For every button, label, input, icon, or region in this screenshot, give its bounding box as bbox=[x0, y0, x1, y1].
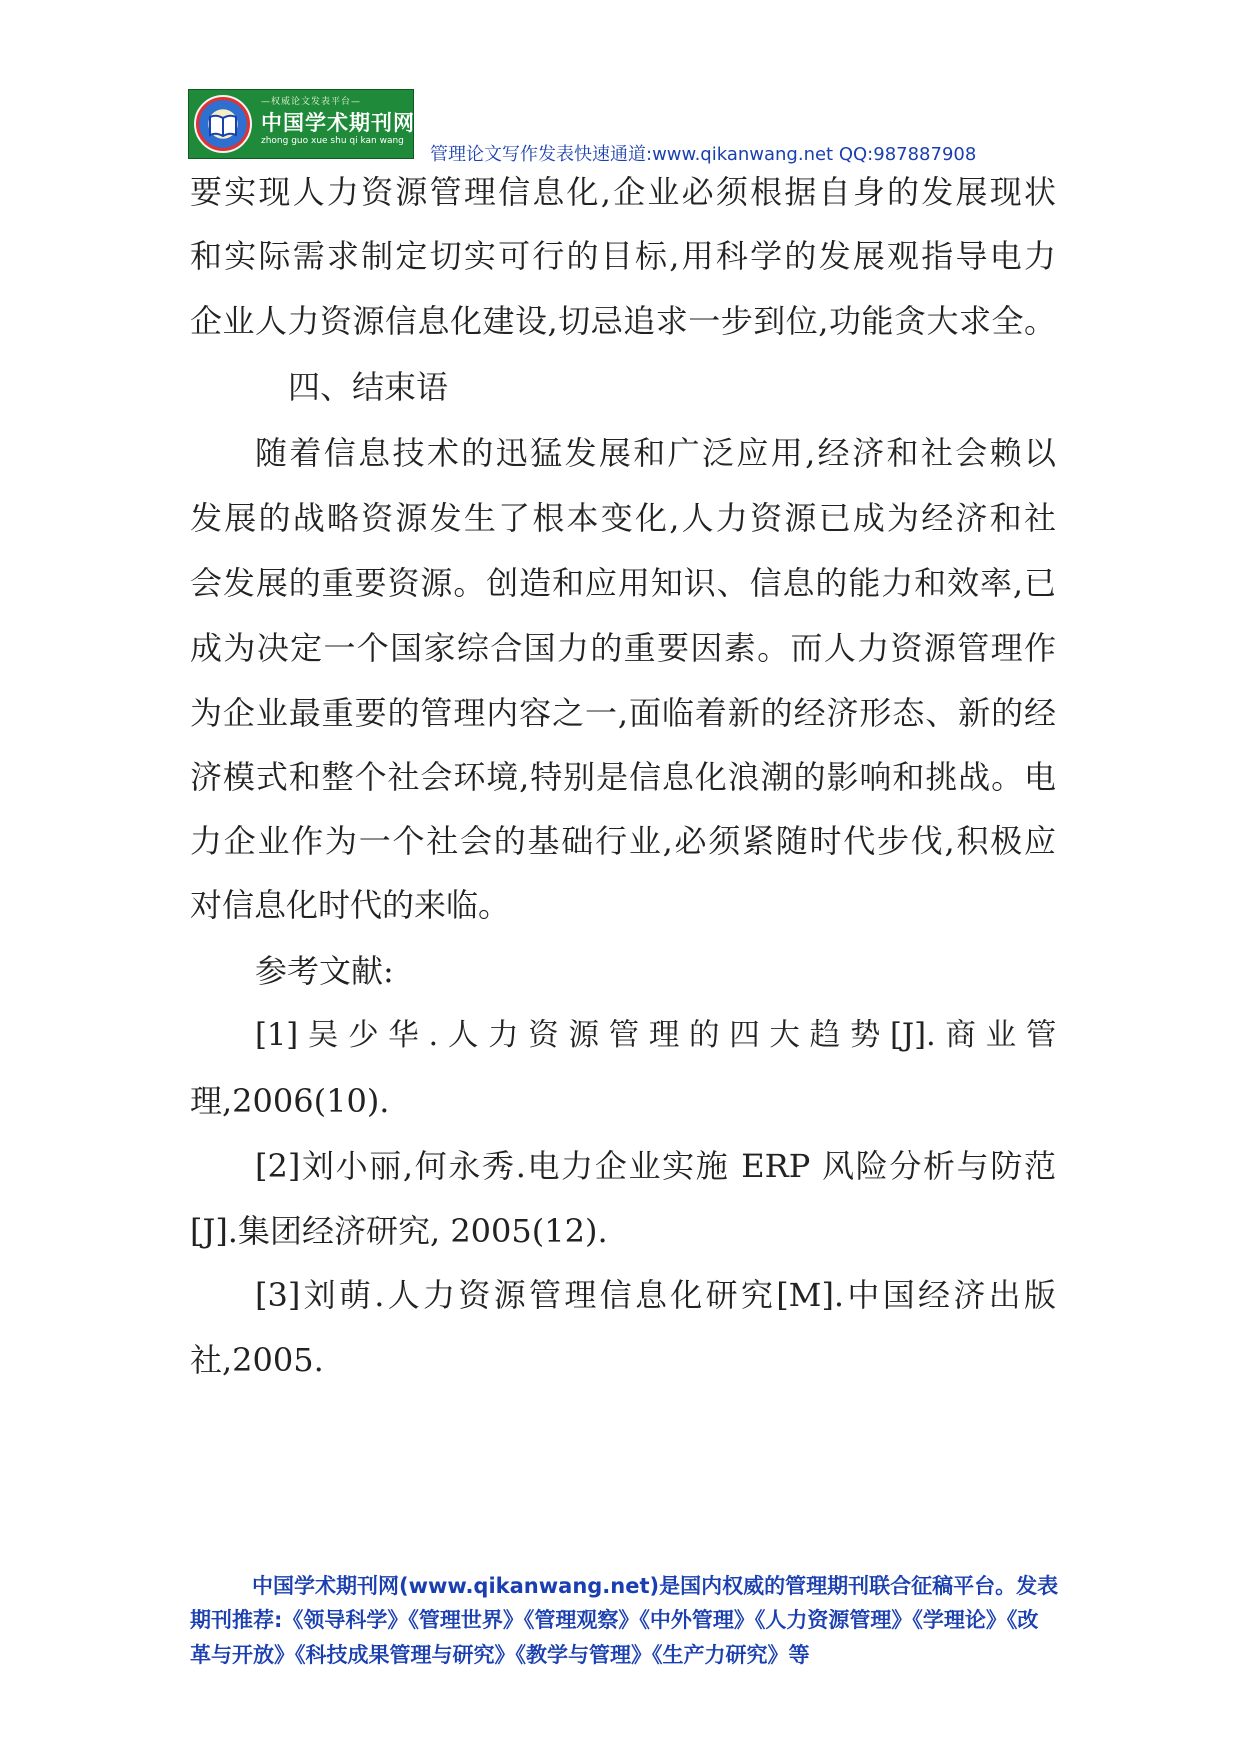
logo-name: 中国学术期刊网 bbox=[261, 111, 415, 135]
body-line: 对信息化时代的来临。 bbox=[190, 886, 511, 924]
section-heading: 四、结束语 bbox=[288, 368, 449, 406]
reference-line: [3]刘萌.人力资源管理信息化研究[M].中国经济出版 bbox=[255, 1276, 1056, 1314]
body-line: 力企业作为一个社会的基础行业,必须紧随时代步伐,积极应 bbox=[190, 822, 1056, 860]
body-line: 为企业最重要的管理内容之一,面临着新的经济形态、新的经 bbox=[190, 694, 1056, 732]
reference-line: [J].集团经济研究, 2005(12). bbox=[190, 1212, 608, 1250]
body-line: 成为决定一个国家综合国力的重要因素。而人力资源管理作 bbox=[190, 629, 1056, 667]
body-line: 随着信息技术的迅猛发展和广泛应用,经济和社会赖以 bbox=[255, 434, 1056, 472]
body-line: 企业人力资源信息化建设,切忌追求一步到位,功能贪大求全。 bbox=[190, 302, 1056, 340]
reference-line: 社,2005. bbox=[190, 1341, 324, 1379]
book-emblem-icon bbox=[194, 95, 252, 153]
footer-line[interactable]: 中国学术期刊网(www.qikanwang.net)是国内权威的管理期刊联合征稿平台。发表 bbox=[252, 1574, 1059, 1598]
body-line: 发展的战略资源发生了根本变化,人力资源已成为经济和社 bbox=[190, 499, 1056, 537]
body-line: 济模式和整个社会环境,特别是信息化浪潮的影响和挑战。电 bbox=[190, 758, 1056, 796]
logo-tagline: —权威论文发表平台— bbox=[261, 97, 362, 107]
reference-line: 理,2006(10). bbox=[190, 1082, 390, 1120]
site-logo[interactable] bbox=[188, 89, 414, 159]
logo-pinyin: zhong guo xue shu qi kan wang bbox=[261, 136, 404, 146]
header-link[interactable]: 管理论文写作发表快速通道:www.qikanwang.net QQ:987887908 bbox=[430, 144, 977, 165]
body-line: 会发展的重要资源。创造和应用知识、信息的能力和效率,已 bbox=[190, 564, 1056, 602]
reference-line: [1] 吴 少 华 . 人 力 资 源 管 理 的 四 大 趋 势 [J]. 商 业 管 bbox=[255, 1018, 1057, 1053]
body-line: 和实际需求制定切实可行的目标,用科学的发展观指导电力 bbox=[190, 237, 1056, 275]
footer-line: 革与开放》《科技成果管理与研究》《教学与管理》《生产力研究》等 bbox=[190, 1643, 810, 1667]
reference-line: [2]刘小丽,何永秀.电力企业实施 ERP 风险分析与防范 bbox=[255, 1147, 1056, 1185]
references-heading: 参考文献: bbox=[255, 952, 394, 990]
footer-line: 期刊推荐:《领导科学》《管理世界》《管理观察》《中外管理》《人力资源管理》《学理论》《改 bbox=[190, 1608, 1039, 1632]
body-line: 要实现人力资源管理信息化,企业必须根据自身的发展现状 bbox=[190, 173, 1056, 211]
